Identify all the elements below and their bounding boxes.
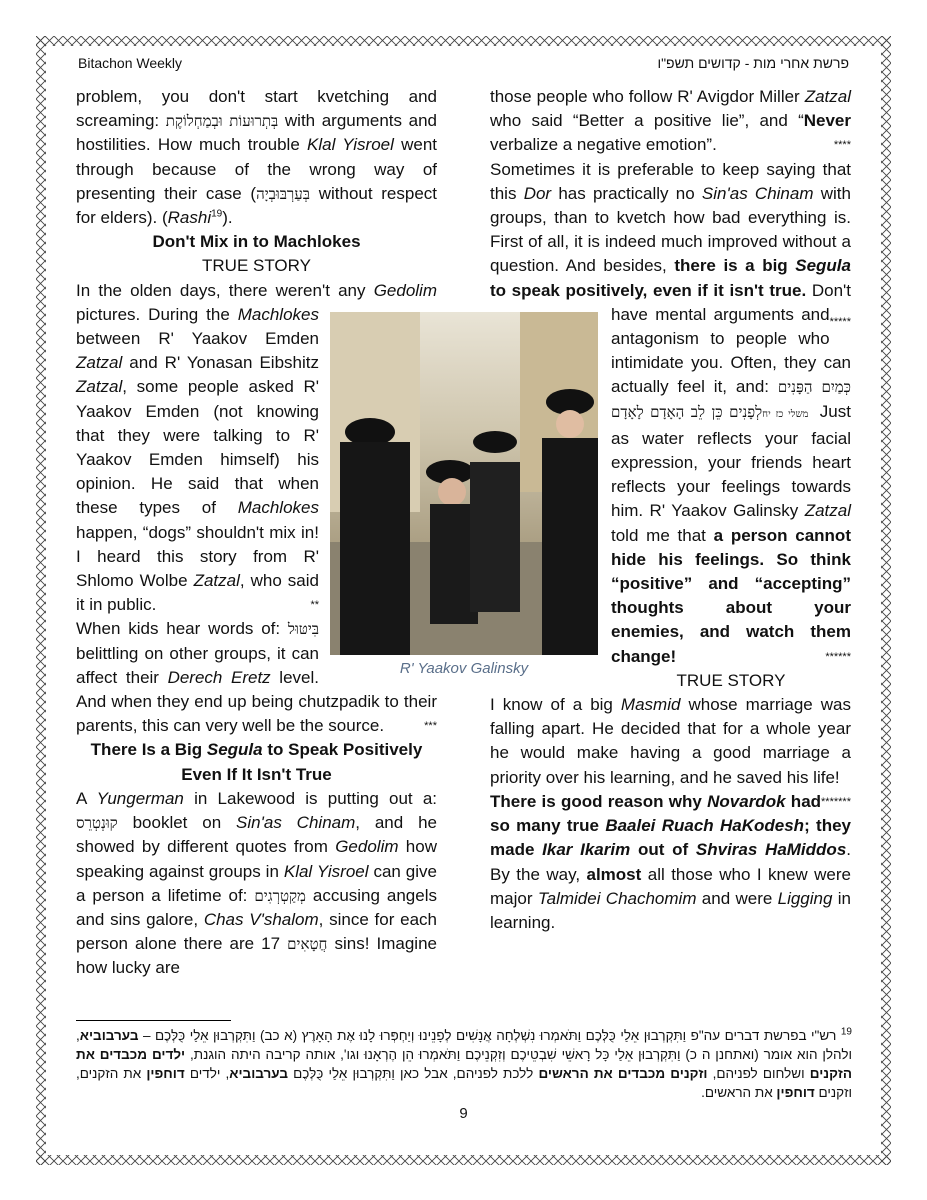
hebrew-phrase: משלי כז יח xyxy=(762,408,814,420)
text-run: Zatzal xyxy=(804,87,851,106)
section-separator-stars: ***** xyxy=(829,315,851,328)
text-run: Talmidei Chachomim xyxy=(537,888,697,908)
text-run: Don't have mental arguments and antagonism to people who intimidate you. Often, they can actually feel it, and: xyxy=(611,280,851,397)
section-heading xyxy=(76,738,437,786)
hebrew-phrase: קוּנְטְרֵס xyxy=(76,814,118,833)
text-run: רש"י בפרשת דברים עה"פ וַתִּקְרְבוּן אֵלַי כֻּלְּכֶם וַתֹּאמְרוּ נִשְׁלְחָה אֲנָשִׁים לְפָנֵינוּ וְיַחְפְּרוּ לָנוּ אֶת הָאָרֶץ (א כב) וַתִּקְרְבוּן אֵלַי כֻּלְּכֶם – xyxy=(138,1028,841,1043)
text-run: Baalei Ruach HaKodesh xyxy=(605,816,805,836)
text-run: וזקנים מכבדים את הראשים xyxy=(538,1066,708,1081)
section-separator-stars: ****** xyxy=(825,650,851,663)
text-run: to Speak Positively Even If It Isn't True xyxy=(181,740,423,784)
text-run: TRUE STORY xyxy=(676,670,786,690)
paragraph xyxy=(76,85,437,230)
text-run: in learning. xyxy=(490,888,851,932)
text-run: , ולהלן הוא אומר (ואתחנן ה כ) וַתִּקְרְבוּן אֵלַי כָּל רָאשֵׁי שִׁבְטֵיכֶם וְזִקְנֵיכֶם וַתֹּאמְרוּ הֵן הֶרְאָנוּ וגו', אותה קריבה היתה הוגנת, xyxy=(76,1028,852,1062)
footnote-reference: 19 xyxy=(211,208,223,220)
section-separator-stars: ******* xyxy=(821,795,851,808)
section-separator-stars: ** xyxy=(310,599,319,612)
text-run: Shviras HaMiddos xyxy=(695,840,847,860)
text-run: דוחפין xyxy=(776,1085,815,1100)
text-run: Klal Yisroel xyxy=(283,861,369,881)
text-run: ילדים מכבדים את הזקנים xyxy=(76,1047,852,1081)
text-run: whose marriage was falling apart. He decided that for a whole year he would make having a good marriage a priority over his learning, and he saved his life! xyxy=(490,695,852,787)
text-run: between R' Yaakov Emden xyxy=(76,329,319,349)
text-run: ללכת לפניהם, אבל כאן וַתִּקְרְבוּן אֵלַי כֻּלְּכֶם xyxy=(288,1066,539,1081)
text-run: Sometimes it is preferable to keep saying that this xyxy=(490,159,851,203)
text-run: When kids hear words of: xyxy=(76,619,288,639)
paragraph xyxy=(490,85,851,158)
text-run: had so many true xyxy=(490,791,822,836)
text-run: Just as water reflects your facial expression, your friends heart reflects your feelings towards him. R' Yaakov Galinsky xyxy=(611,401,851,521)
text-run: went through because of the wrong way of presenting their case ( xyxy=(76,135,438,203)
text-run: accusing angels and sins galore, xyxy=(76,885,437,929)
text-run: with arguments and hostilities. How much trouble xyxy=(76,111,437,155)
text-run: how speaking against groups in xyxy=(76,837,437,881)
text-run: sins! Imagine how lucky are xyxy=(76,934,437,978)
text-run: pictures. During the xyxy=(76,304,238,324)
text-run: Gedolim xyxy=(335,837,399,857)
text-run: booklet on xyxy=(117,813,237,833)
text-run: את הזקנים, וזקנים xyxy=(76,1066,852,1100)
text-run: Rashi xyxy=(167,208,212,228)
text-run: Zatzal xyxy=(76,353,123,373)
text-run: and R' Yonasan Eibshitz xyxy=(122,353,319,373)
text-run: with groups, than to kvetch how bad everything is. First of all, it is indeed much improved without a question. And besides, xyxy=(490,183,851,276)
text-run: Novardok xyxy=(707,791,786,811)
text-run: to speak positively, even if it isn't true. xyxy=(490,280,807,300)
text-run: Klal Yisroel xyxy=(307,135,394,155)
text-run: out of xyxy=(630,840,696,860)
text-run: those people who follow R' Avigdor Miller xyxy=(490,87,805,106)
text-run: there is a big xyxy=(674,256,796,276)
page-number: 9 xyxy=(459,1105,468,1122)
text-run: את הראשים. xyxy=(701,1085,777,1100)
text-run: Sin'as Chinam xyxy=(236,813,356,833)
photo-illustration xyxy=(330,312,598,655)
text-run: , and he showed by different quotes from xyxy=(76,813,437,857)
text-run: and were xyxy=(696,888,778,908)
text-run: A xyxy=(76,788,97,808)
text-run: Gedolim xyxy=(373,280,437,300)
photo-rabbi xyxy=(330,312,598,655)
text-run: all those who I knew were major xyxy=(490,864,851,908)
hebrew-phrase: חֲטָאִים xyxy=(287,935,328,954)
text-run: Dor xyxy=(523,183,552,203)
text-run: , ילדים xyxy=(184,1066,230,1081)
text-run: , who said it in public. xyxy=(76,571,319,615)
text-run: Masmid xyxy=(620,695,681,715)
text-run: Zatzal xyxy=(804,501,851,521)
text-run: There is good reason why xyxy=(490,791,708,811)
text-run: Zatzal xyxy=(193,571,240,591)
text-run: Derech Eretz xyxy=(167,667,271,687)
text-run: without respect for elders). ( xyxy=(76,183,438,228)
footnote-divider xyxy=(76,1020,231,1021)
text-run: Ikar Ikarim xyxy=(542,840,631,860)
paragraph xyxy=(490,790,851,935)
text-run: ; they made xyxy=(490,816,851,860)
hebrew-phrase: כְּמַיִם הַפָּנִים לְפָנִים כֵּן לֵב הָאָדָם לָאָדָם xyxy=(611,378,851,421)
hebrew-phrase: בְּתְרוּעוֹת וּבְמַחְלוֹקֶת xyxy=(165,112,279,131)
text-run: problem, you don't start kvetching and screaming: xyxy=(76,87,437,131)
photo-caption: R' Yaakov Galinsky xyxy=(399,660,529,677)
text-run: בערבוביא xyxy=(79,1028,139,1043)
text-run: Machlokes xyxy=(237,498,319,518)
text-run: Chas V'shalom xyxy=(203,909,319,929)
text-run: belittling on other groups, it can affect their xyxy=(76,643,319,687)
publication-title: Bitachon Weekly xyxy=(78,55,183,71)
story-label xyxy=(76,254,437,278)
text-run: , some people asked R' Yaakov Emden (not knowing that they were talking to R' Yaakov Emden himself) his opinion. He said that when these types of xyxy=(76,377,319,518)
text-run: told me that xyxy=(611,525,714,545)
section-separator-stars: **** xyxy=(833,139,851,152)
section-separator-stars: *** xyxy=(424,720,437,733)
text-run: in Lakewood is putting out a: xyxy=(183,788,438,808)
text-run: ושלחום לפניהם, xyxy=(707,1066,810,1081)
text-run: Segula xyxy=(795,256,851,276)
text-run: Ligging xyxy=(777,888,833,908)
footnote xyxy=(76,1026,852,1102)
text-run: Yungerman xyxy=(96,788,184,808)
section-heading xyxy=(76,230,437,254)
text-run: a person cannot hide his feelings. So think “positive” and “accepting” thoughts about your enemies, and watch them change! xyxy=(611,525,851,666)
text-run: TRUE STORY xyxy=(202,256,311,276)
text-run: Sin'as Chinam xyxy=(701,183,814,203)
parsha-title: פרשת אחרי מות - קדושים תשפ"ו xyxy=(657,55,849,71)
text-run: can give a person a lifetime of: xyxy=(76,861,437,905)
text-run: happen, “dogs” shouldn't mix in! I heard this story from R' Shlomo Wolbe xyxy=(76,522,319,591)
text-run: verbalize a negative emotion”. xyxy=(490,135,717,155)
paragraph xyxy=(76,787,437,981)
text-run: level. And when they end up being chutzpadik to their parents, this can very well be the source. xyxy=(76,667,437,736)
text-run: Segula xyxy=(206,740,263,760)
hebrew-phrase: בְּעַרְבּוּבְיָה xyxy=(256,184,311,203)
text-run: Never xyxy=(803,111,851,131)
text-run: Zatzal xyxy=(76,377,123,397)
text-run: almost xyxy=(586,864,642,884)
footnote-number: 19 xyxy=(840,1026,852,1038)
text-run: who said “Better a positive lie”, and “ xyxy=(490,111,804,131)
text-run: There Is a Big xyxy=(90,740,207,760)
hebrew-phrase: בִּיטּוּל xyxy=(287,620,319,639)
text-run: Don't Mix in to Machlokes xyxy=(152,232,361,252)
text-run: In the olden days, there weren't any xyxy=(76,280,374,300)
text-run: ). xyxy=(222,208,233,228)
text-run: has practically no xyxy=(551,183,702,203)
text-run: . By the way, xyxy=(490,840,852,884)
text-run: דוחפין xyxy=(146,1066,185,1081)
hebrew-phrase: מְקַטְרְגִים xyxy=(254,886,306,905)
text-run: , since for each person alone there are 17 xyxy=(76,909,438,954)
text-run: Machlokes xyxy=(237,304,319,324)
text-run: בערבוביא xyxy=(229,1066,288,1081)
text-run: I know of a big xyxy=(490,695,621,715)
